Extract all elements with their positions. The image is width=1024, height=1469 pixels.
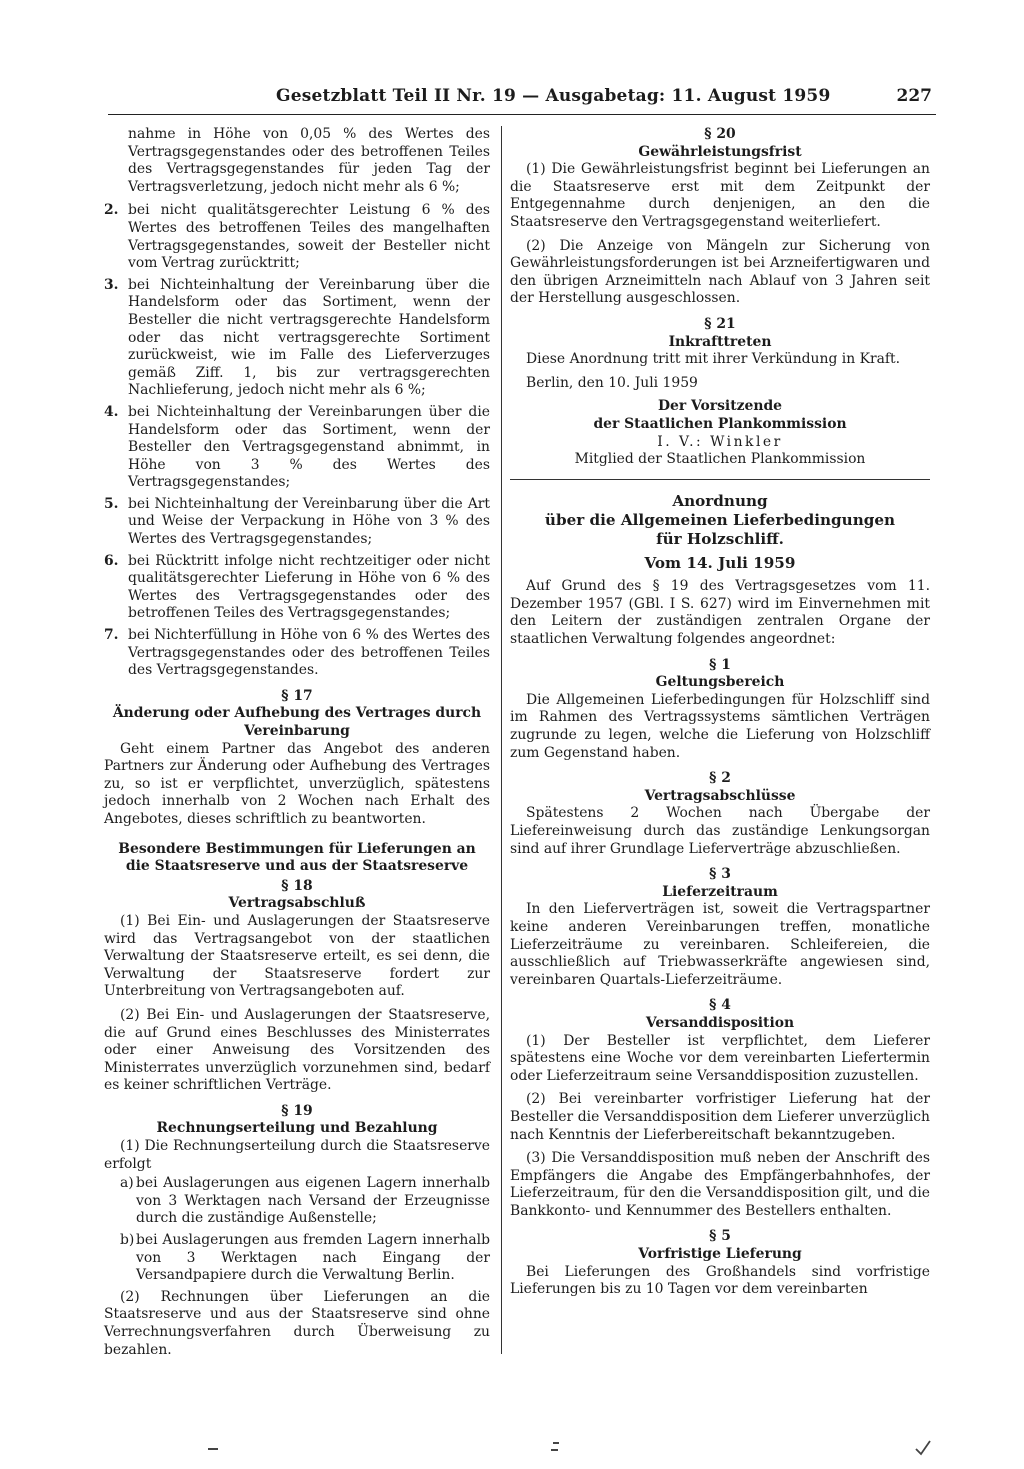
decree-intro: Auf Grund des § 19 des Vertragsgesetzes vom 11. Dezember 1957 (GBl. I S. 627) wird im Einvernehmen mit den Leitern der zuständigen zentralen Organe der staatlichen Verwaltung folgendes angeordnet: [510,578,930,648]
decree-title-line-1: Anordnung [672,491,768,510]
section-21-number: § 21 [704,315,736,332]
article-2-title: Vertragsabschlüsse [644,787,796,804]
sub-item-b-text: bei Auslagerungen aus fremden Lagern innerhalb von 3 Werktagen nach Eingang der Versandpapiere durch die Verwaltung Berlin. [136,1232,490,1284]
signature-org-line-2: der Staatlichen Plankommission [593,415,847,432]
sub-item-b-label: b) [120,1232,135,1249]
article-1-title: Geltungsbereich [655,674,785,691]
article-2-number: § 2 [709,770,731,787]
list-item-text: bei Nichteinhaltung der Vereinbarung über die Art und Weise der Verpackung in Höhe von 3 % des Wertes des Vertragsgegenstandes; [128,495,490,548]
article-4-para-3: (3) Die Versanddisposition muß neben der Anschrift des Empfängers die Angabe des Empfängerbahnhofes, der Lieferzeitraum, für den die Versanddisposition gilt, und die Bankkonto- und Kennummer des Bestellers enthalten. [510,1150,930,1219]
decree-date: Vom 14. Juli 1959 [644,553,796,572]
sub-item-a-text: bei Auslagerungen aus eigenen Lagern innerhalb von 3 Werktagen nach Versand der Erzeugnisse durch die zuständige Außenstelle; [136,1175,490,1227]
article-2-text: Spätestens 2 Wochen nach Übergabe der Liefereinweisung durch das zuständige Lenkungsorgan sind auf ihrer Grundlage Lieferverträge abzuschließen. [510,805,930,857]
list-item-number: 5. [104,495,119,512]
section-18-para-2: (2) Bei Ein- und Auslagerungen der Staatsreserve, die auf Grund eines Beschlusses des Ministerrates oder einer Anweisung des Vorsitzenden des Ministerrates unverzüglich vorzunehmen sind, bedarf es keiner schriftlichen Verträge. [104,1006,490,1094]
article-3-title: Lieferzeitraum [662,883,778,900]
section-19-number: § 19 [281,1102,313,1119]
list-item-text: bei Rücktritt infolge nicht rechtzeitiger oder nicht qualitätsgerechter Lieferung in Höhe von 6 % des Wertes des Vertragsgegenstandes oder des betroffenen Teiles des Vertragsgegenstandes; [128,552,490,622]
place-date: Berlin, den 10. Juli 1959 [526,374,698,391]
sub-item-a-label: a) [120,1175,134,1192]
special-provisions-heading: Besondere Bestimmungen für Lieferungen an die Staatsreserve und aus der Staatsreserve [118,840,476,875]
article-5-text: Bei Lieferungen des Großhandels sind vorfristige Lieferungen bis zu 10 Tagen vor dem vereinbarten [510,1263,930,1298]
section-19-para-2: (2) Rechnungen über Lieferungen an die Staatsreserve und aus der Staatsreserve sind ohne Verrechnungsverfahren durch Überweisung zu bezahlen. [104,1288,490,1358]
article-5-title: Vorfristige Lieferung [638,1246,802,1263]
section-21-text: Diese Anordnung tritt mit ihrer Verkündung in Kraft. [526,351,901,368]
article-1-number: § 1 [709,656,731,673]
continued-paragraph: nahme in Höhe von 0,05 % des Wertes des Vertragsgegenstandes oder des betroffenen Teiles des Vertragsgegenstandes für jeden Tag der Vertragsverletzung, jedoch nicht mehr als 6 %; [128,126,490,195]
section-19-title: Rechnungserteilung und Bezahlung [156,1120,438,1137]
article-3-number: § 3 [709,866,731,883]
article-5-number: § 5 [709,1228,731,1245]
list-item-number: 4. [104,403,119,420]
page-number: 227 [896,86,932,106]
list-item-text: bei Nichteinhaltung der Vereinbarung über die Handelsform oder das Sortiment, wenn der Besteller die nicht vertragsgerechte Handelsform oder das nicht vertragsgerechte Sortiment zurückweist, wie im Falle des Lieferverzuges gemäß Ziff. 1, bis zur vertragsgerechten Nachlieferung, jedoch nicht mehr als 6 %; [128,276,490,399]
section-17-number: § 17 [281,687,313,704]
section-20-number: § 20 [704,126,736,142]
list-item-number: 3. [104,276,119,293]
article-4-para-1: (1) Der Besteller ist verpflichtet, dem Lieferer spätestens eine Woche vor dem vereinbarten Liefertermin oder Lieferzeitraum seine Versanddisposition zuzustellen. [510,1032,930,1084]
decree-title-line-3: für Holzschliff. [656,529,784,548]
section-18-number: § 18 [281,877,313,894]
article-3-text: In den Lieferverträgen ist, soweit die Vertragspartner keine anderen Vereinbarungen treffen, monatliche Lieferzeiträume zu vereinbaren. Schleifereien, die ausschließlich auf Triebwasserkräfte angewiesen sind, vereinbaren Quartals-Lieferzeiträume. [510,901,930,988]
scan-mark [916,1441,930,1454]
section-20-title: Gewährleistungsfrist [638,143,802,160]
article-4-number: § 4 [709,997,731,1014]
section-17-title: Änderung oder Aufhebung des Vertrages durch Vereinbarung [112,705,482,739]
article-4-title: Versanddisposition [645,1014,795,1031]
header-title: Gesetzblatt Teil II Nr. 19 — Ausgabetag: 11. August 1959 [276,86,831,106]
section-17-text: Geht einem Partner das Angebot des anderen Partners zur Änderung oder Aufhebung des Vertrages zu, so ist er verpflichtet, unverzüglich, spätestens jedoch innerhalb von 2 Wochen nach Erhalt des Angebotes, dieses schriftlich zu beantworten. [104,740,490,827]
section-20-para-2: (2) Die Anzeige von Mängeln zur Sicherung von Gewährleistungsforderungen ist bei Arzneifertigwaren und den übrigen Arzneimitteln nach Ablauf von 3 Jahren seit der Herstellung ausgeschlossen. [510,237,930,307]
article-4-para-2: (2) Bei vereinbarter vorfristiger Lieferung hat der Besteller die Versanddisposition dem Lieferer unverzüglich nach Kenntnis der Lieferbereitschaft bekanntzugeben. [510,1091,930,1143]
section-21-title: Inkrafttreten [668,333,772,350]
list-item-text: bei Nichteinhaltung der Vereinbarungen über die Handelsform oder das Sortiment, wenn der Besteller den Vertragsgegenstand abnimmt, in Höhe von 3 % des Wertes des Vertragsgegenstandes; [128,403,490,491]
section-18-para-1: (1) Bei Ein- und Auslagerungen der Staatsreserve wird das Vertragsangebot von der staatlichen Verwaltung der Staatsreserve erteilt, es sei denn, die Verwaltung der Staatsreserve fordert zur Unterbreitung von Vertragsangeboten auf. [104,912,490,1000]
signature-name: I. V.: Winkler [657,433,783,450]
list-item-text: bei Nichterfüllung in Höhe von 6 % des Wertes des Vertragsgegenstandes oder des betroffenen Teiles des Vertragsgegenstandes. [128,627,490,679]
signature-role: Mitglied der Staatlichen Plankommission [574,451,866,468]
section-20-para-1: (1) Die Gewährleistungsfrist beginnt bei Lieferungen an die Staatsreserve erst mit dem Zeitpunkt der Entgegennahme durch denjenigen, an den die Staatsreserve den Vertragsgegenstand weiterliefert. [510,161,930,230]
decree-title-line-2: über die Allgemeinen Lieferbedingungen [544,510,896,529]
section-18-title: Vertragsabschluß [228,895,366,912]
list-item-number: 6. [104,552,119,569]
article-1-text: Die Allgemeinen Lieferbedingungen für Holzschliff sind im Rahmen des Vertragssystems sämtlichen Verträgen zugrunde zu legen, welche die Lieferung von Holzschliff zum Gegenstand haben. [510,691,930,761]
list-item-number: 2. [104,202,119,219]
list-item-text: bei nicht qualitätsgerechter Leistung 6 % des Wertes des betroffenen Teiles des mangelhaften Vertragsgegenstandes, soweit der Besteller nicht vom Vertrag zurücktritt; [128,202,490,272]
section-19-para-1: (1) Die Rechnungserteilung durch die Staatsreserve erfolgt [104,1138,490,1172]
list-item-number: 7. [104,627,119,644]
signature-org-line-1: Der Vorsitzende [657,398,782,415]
